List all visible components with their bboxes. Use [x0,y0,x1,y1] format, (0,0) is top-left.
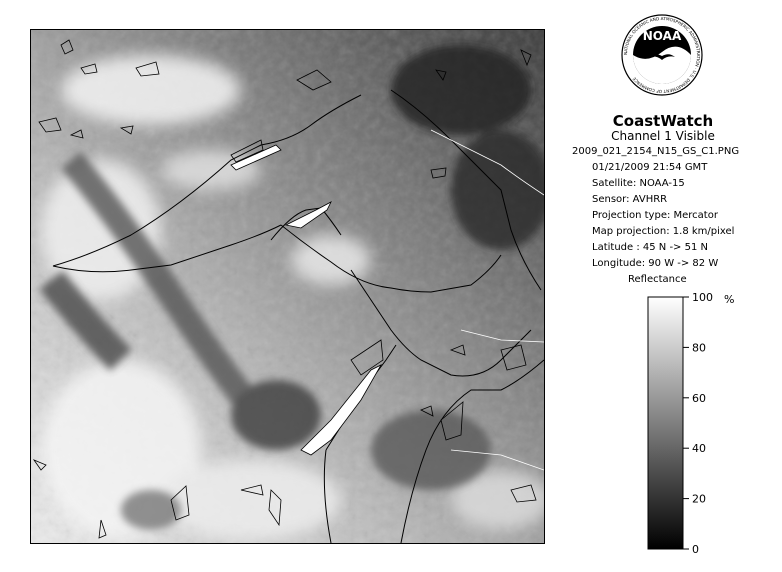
meta-datetime: 01/21/2009 21:54 GMT [592,162,708,173]
meta-projection: Projection type: Mercator [592,210,718,221]
logo-ring-text: NATIONAL OCEANIC AND ATMOSPHERIC ADMINISTRATION · U.S. DEPARTMENT OF COMMERCE [622,15,702,95]
colorbar-tick-label: 20 [692,492,706,506]
meta-latitude: Latitude : 45 N -> 51 N [592,242,708,253]
colorbar-tick-label: 60 [692,391,706,405]
colorbar-tick-label: 40 [692,442,706,456]
satellite-image-map [30,29,545,544]
colorbar-gradient [648,297,683,549]
colorbar-unit: % [724,293,735,306]
colorbar-tick-label: 0 [692,543,699,556]
meta-map-projection: Map projection: 1.8 km/pixel [592,226,735,237]
colorbar-tick-label: 100 [692,291,713,304]
reflectance-colorbar [640,282,750,572]
noaa-logo [619,12,705,112]
page-title: CoastWatch [612,112,714,130]
meta-filename: 2009_021_2154_N15_GS_C1.PNG [572,146,740,157]
colorbar-tick-label: 80 [692,341,706,355]
meta-sensor: Sensor: AVHRR [592,194,668,205]
logo-text: NOAA [642,29,682,43]
channel-subtitle: Channel 1 Visible [611,129,715,143]
colorbar-label: Reflectance [628,274,687,285]
meta-satellite: Satellite: NOAA-15 [592,178,685,189]
meta-longitude: Longitude: 90 W -> 82 W [592,258,719,269]
